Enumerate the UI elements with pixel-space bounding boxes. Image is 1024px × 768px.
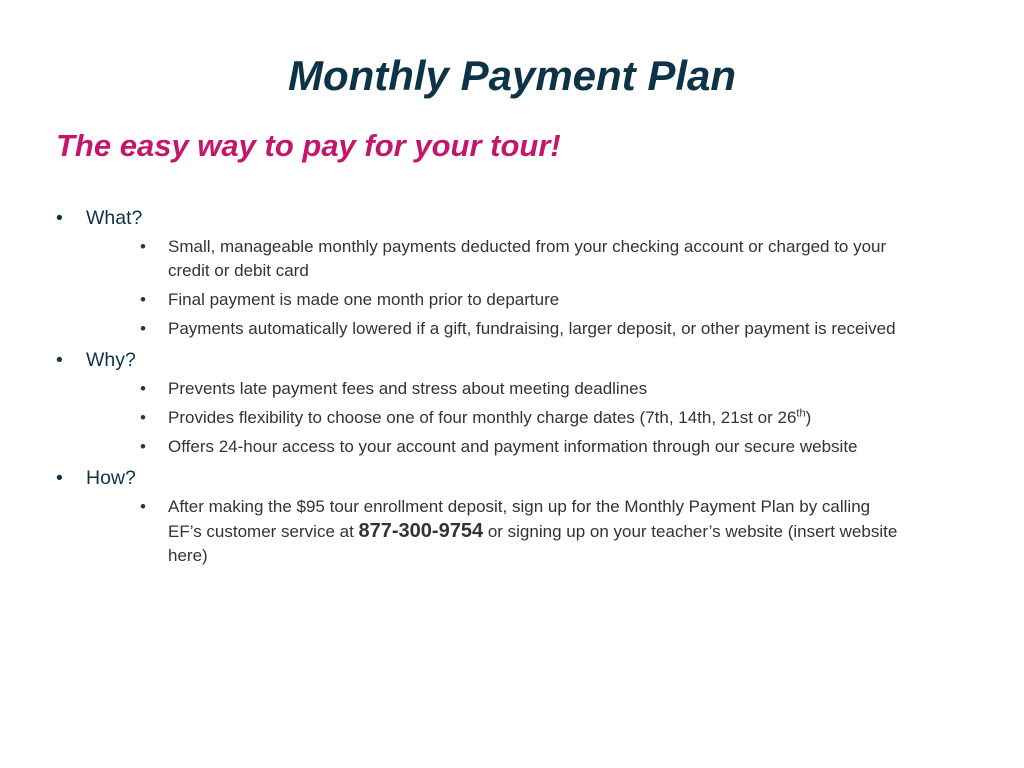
list-item bbox=[56, 235, 916, 283]
list-item bbox=[56, 495, 916, 568]
bullet-icon: • bbox=[56, 207, 63, 229]
list-item-text-end: or signing up on your teacher’s website (insert website here) bbox=[168, 522, 898, 565]
section-how-heading bbox=[56, 464, 916, 492]
bullet-icon: • bbox=[56, 467, 63, 489]
section-how-list bbox=[56, 495, 916, 568]
list-item bbox=[56, 288, 916, 312]
list-item bbox=[56, 406, 916, 430]
list-item-text: Small, manageable monthly payments deducted from your checking account or charged to your credit or debit card bbox=[168, 237, 887, 280]
bullet-icon: • bbox=[140, 379, 146, 398]
bullet-icon: • bbox=[140, 237, 146, 256]
bullet-icon: • bbox=[56, 349, 63, 371]
section-heading-text: What? bbox=[86, 207, 143, 229]
list-item-text: Offers 24-hour access to your account and payment information through our secure website bbox=[168, 437, 858, 456]
list-item-text: Payments automatically lowered if a gift, fundraising, larger deposit, or other payment is received bbox=[168, 319, 896, 338]
list-item bbox=[56, 377, 916, 401]
section-heading-text: How? bbox=[86, 467, 136, 489]
list-item-text: Prevents late payment fees and stress about meeting deadlines bbox=[168, 379, 648, 398]
section-what-heading bbox=[56, 204, 916, 232]
list-item-text: Provides flexibility to choose one of four monthly charge dates (7th, 14th, 21st or 26 bbox=[168, 408, 797, 427]
list-item-text: After making the $95 tour enrollment deposit, sign up for the Monthly Payment Plan by calling EF’s customer service at bbox=[168, 497, 871, 541]
bullet-icon: • bbox=[140, 408, 146, 427]
ordinal-superscript: th bbox=[796, 407, 806, 420]
bullet-content bbox=[56, 204, 916, 573]
slide-subtitle: The easy way to pay for your tour! bbox=[56, 128, 561, 163]
section-what-list bbox=[56, 235, 916, 341]
list-item-text: Final payment is made one month prior to departure bbox=[168, 290, 560, 309]
list-item bbox=[56, 435, 916, 459]
list-item bbox=[56, 317, 916, 341]
section-heading-text: Why? bbox=[86, 349, 136, 371]
section-why-heading bbox=[56, 346, 916, 374]
customer-service-phone: 877-300-9754 bbox=[358, 520, 484, 542]
list-item-text-end: ) bbox=[805, 408, 812, 427]
section-why-list bbox=[56, 377, 916, 459]
bullet-icon: • bbox=[140, 437, 146, 456]
bullet-icon: • bbox=[140, 290, 146, 309]
bullet-icon: • bbox=[140, 497, 146, 516]
bullet-icon: • bbox=[140, 319, 146, 338]
slide-title: Monthly Payment Plan bbox=[287, 52, 737, 99]
